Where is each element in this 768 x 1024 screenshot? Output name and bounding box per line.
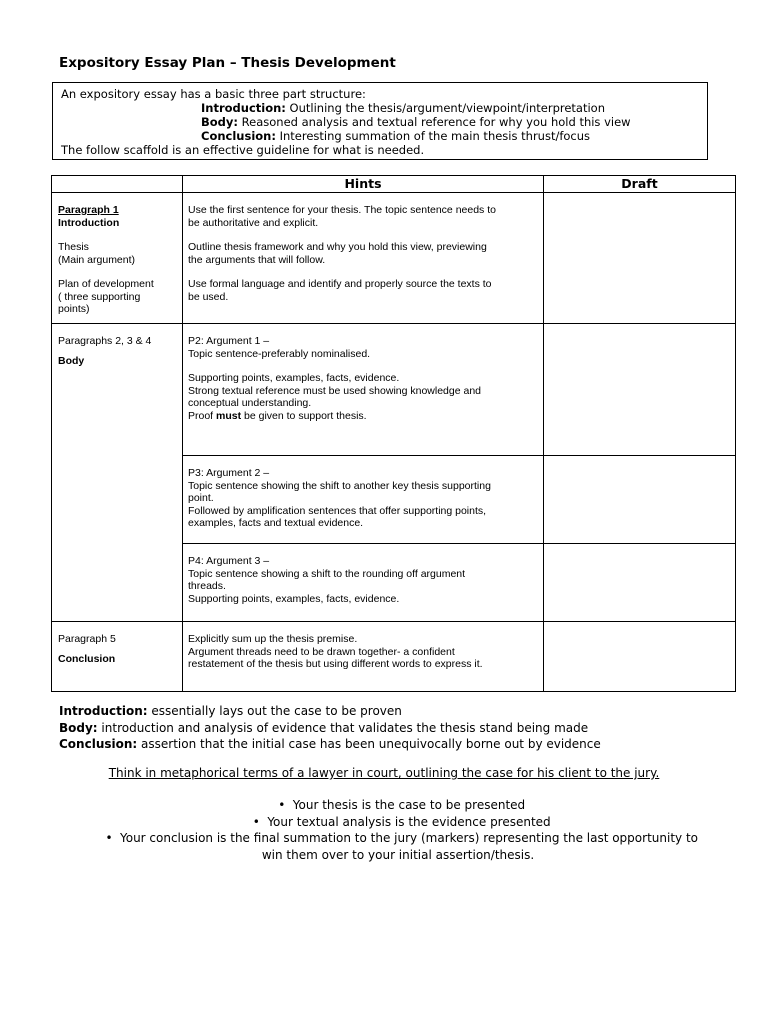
hint-line: examples, facts and textual evidence. xyxy=(188,517,364,529)
page-title: Expository Essay Plan – Thesis Development xyxy=(59,55,396,71)
conclusion-hints-cell xyxy=(183,622,544,692)
bullet-icon: • xyxy=(105,831,113,845)
hint-line: Topic sentence showing the shift to another key thesis supporting xyxy=(188,479,491,492)
hint-line xyxy=(188,410,538,423)
definition-conclusion xyxy=(59,736,601,753)
intro-draft-cell[interactable] xyxy=(544,193,736,324)
definitions xyxy=(59,703,601,753)
intro-item-text: Reasoned analysis and textual reference for why you hold this view xyxy=(238,115,631,129)
table-row-conclusion xyxy=(52,622,736,692)
bullet-text: win them over to your initial assertion/thesis. xyxy=(261,847,535,862)
hint-text: be given to support thesis. xyxy=(241,409,367,422)
plan-sublabel: points) xyxy=(58,303,90,315)
hint-line: be authoritative and explicit. xyxy=(188,216,319,229)
definition-body xyxy=(59,720,601,737)
hint-line: Explicitly sum up the thesis premise. xyxy=(188,633,358,645)
definition-text: assertion that the initial case has been unequivocally borne out by evidence xyxy=(137,737,601,751)
intro-subheading: Introduction xyxy=(58,216,120,229)
hint-line: threads. xyxy=(188,580,226,592)
hint-line: be used. xyxy=(188,290,229,303)
hint-line: conceptual understanding. xyxy=(188,397,312,409)
intro-item-label: Conclusion: xyxy=(201,129,276,143)
intro-item-body xyxy=(201,115,631,129)
p4-draft-cell[interactable] xyxy=(544,544,736,622)
bullet-text: Your thesis is the case to be presented xyxy=(292,798,526,812)
intro-line-last: The follow scaffold is an effective guideline for what is needed. xyxy=(61,143,425,157)
hint-line: Supporting points, examples, facts, evidence. xyxy=(188,592,400,605)
list-item-continuation xyxy=(80,847,716,864)
intro-hints-cell xyxy=(183,193,544,324)
list-item xyxy=(80,830,716,847)
definition-introduction xyxy=(59,703,601,720)
hint-line: Use formal language and identify and properly source the texts to xyxy=(188,278,492,290)
hint-line: Argument threads need to be drawn together- a confident xyxy=(188,645,455,658)
hint-text: Proof xyxy=(188,409,217,422)
p2-hints-cell xyxy=(183,324,544,456)
definition-text: essentially lays out the case to be proven xyxy=(147,704,402,718)
conclusion-label-cell xyxy=(52,622,183,692)
body-heading: Paragraphs 2, 3 & 4 xyxy=(58,335,152,347)
hint-line: Use the first sentence for your thesis. The topic sentence needs to xyxy=(188,204,496,216)
hint-line: Topic sentence showing a shift to the rounding off argument xyxy=(188,567,466,580)
hint-line: P2: Argument 1 – xyxy=(188,335,270,347)
intro-item-introduction xyxy=(201,101,605,115)
bullet-text: Your conclusion is the final summation to the jury (markers) representing the last opportunity to xyxy=(119,831,698,845)
definition-text: introduction and analysis of evidence that validates the thesis stand being made xyxy=(97,720,589,735)
p3-hints-cell xyxy=(183,456,544,544)
hint-line: P4: Argument 3 – xyxy=(188,555,270,567)
metaphor-note: Think in metaphorical terms of a lawyer in court, outlining the case for his client to the jury. xyxy=(108,766,660,780)
p2-draft-cell[interactable] xyxy=(544,324,736,456)
p4-hints-cell xyxy=(183,544,544,622)
bullet-icon: • xyxy=(278,798,286,812)
thesis-sublabel: (Main argument) xyxy=(58,253,136,266)
thesis-label: Thesis xyxy=(58,241,89,253)
plan-label: Plan of development xyxy=(58,278,154,290)
intro-item-label: Body: xyxy=(201,115,238,129)
conclusion-heading: Paragraph 5 xyxy=(58,633,116,645)
hint-line: Topic sentence-preferably nominalised. xyxy=(188,347,371,360)
bullet-list xyxy=(80,797,716,863)
intro-item-text: Interesting summation of the main thesis thrust/focus xyxy=(275,129,591,143)
plan-sublabel: ( three supporting xyxy=(58,290,141,303)
hint-line: Supporting points, examples, facts, evidence. xyxy=(188,372,400,384)
body-label-cell xyxy=(52,324,183,622)
header-draft: Draft xyxy=(544,176,736,193)
p3-draft-cell[interactable] xyxy=(544,456,736,544)
header-hints: Hints xyxy=(183,176,544,193)
hint-line: Strong textual reference must be used showing knowledge and xyxy=(188,384,482,397)
table-row-body-p2 xyxy=(52,324,736,456)
essay-plan-table xyxy=(51,175,736,692)
intro-label-cell xyxy=(52,193,183,324)
hint-line: restatement of the thesis but using different words to express it. xyxy=(188,658,483,670)
bullet-icon: • xyxy=(252,814,260,829)
definition-label: Body: xyxy=(59,720,98,735)
intro-heading: Paragraph 1 xyxy=(58,204,119,216)
header-blank xyxy=(52,176,183,193)
list-item xyxy=(80,814,716,831)
table-row-introduction xyxy=(52,193,736,324)
table-header-row xyxy=(52,176,736,193)
hint-line: Followed by amplification sentences that offer supporting points, xyxy=(188,504,487,517)
conclusion-subheading: Conclusion xyxy=(58,652,116,665)
conclusion-draft-cell[interactable] xyxy=(544,622,736,692)
definition-label: Introduction: xyxy=(59,704,148,718)
intro-line: An expository essay has a basic three part structure: xyxy=(61,87,366,101)
intro-item-text: Outlining the thesis/argument/viewpoint/interpretation xyxy=(285,101,606,115)
hint-line: the arguments that will follow. xyxy=(188,253,326,266)
bullet-text: Your textual analysis is the evidence presented xyxy=(267,814,551,829)
intro-item-label: Introduction: xyxy=(201,101,286,115)
hint-line: Outline thesis framework and why you hold this view, previewing xyxy=(188,241,487,253)
intro-item-conclusion xyxy=(201,129,590,143)
hint-line: P3: Argument 2 – xyxy=(188,467,270,479)
intro-box xyxy=(52,82,708,160)
hint-line: point. xyxy=(188,492,214,504)
list-item xyxy=(80,797,716,814)
definition-label: Conclusion: xyxy=(59,737,138,751)
body-subheading: Body xyxy=(58,354,85,367)
hint-emphasis: must xyxy=(216,409,242,422)
